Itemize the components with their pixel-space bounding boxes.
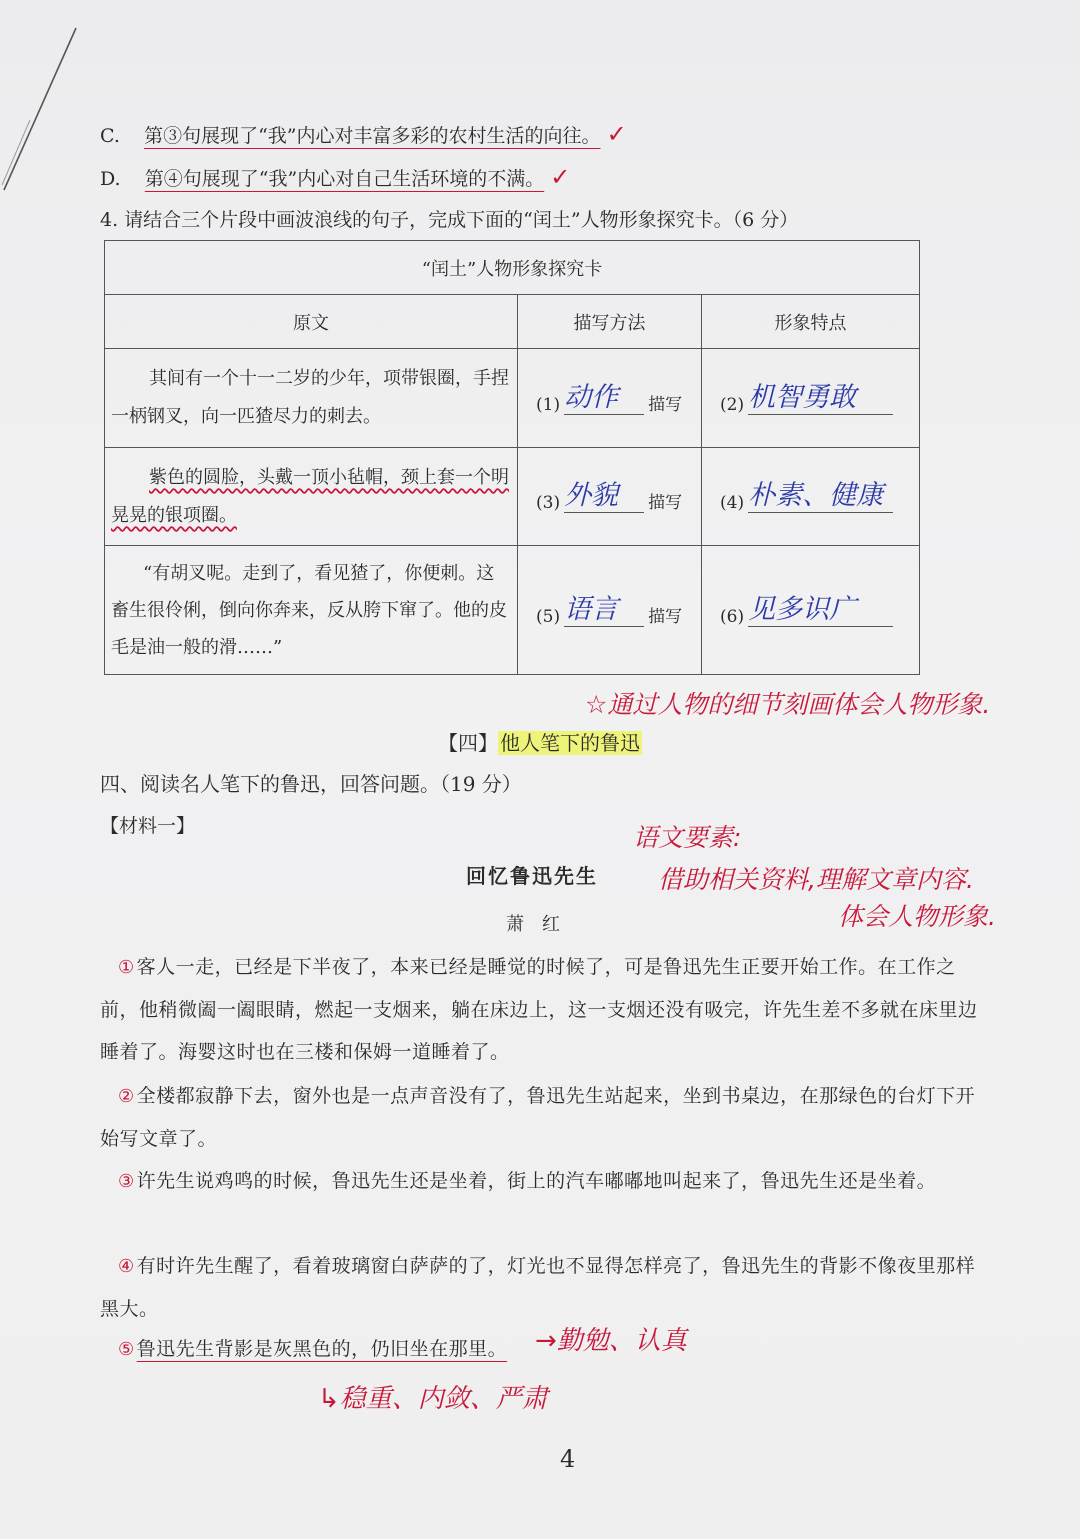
paragraph-number: ① (118, 957, 135, 978)
paragraph-number: ⑤ (118, 1339, 135, 1360)
original-text: “有胡叉呢。走到了，看见猹了，你便刺。这畜生很伶俐，倒向你奔来，反从胯下窜了。他的皮毛是油一般的滑……” (111, 562, 507, 658)
blank-number: (2) (720, 394, 745, 415)
option-c-letter: C. (100, 125, 120, 147)
blank-number: (4) (720, 493, 745, 513)
character-card-table (104, 240, 920, 675)
paragraph-text: 有时许先生醒了，看着玻璃窗白萨萨的了，灯光也不显得怎样亮了，鲁迅先生的背影不像夜里那样黑大。 (100, 1255, 976, 1320)
paragraph-text: 全楼都寂静下去，窗外也是一点声音没有了，鲁迅先生站起来，坐到书桌边，在那绿色的台灯下开始写文章了。 (100, 1085, 976, 1150)
paper-crease-line (0, 10, 80, 200)
option-d-text: 第④句展现了“我”内心对自己生活环境的不满。 (144, 168, 545, 190)
article-author: 萧 红 (506, 914, 560, 935)
paragraph-text: 鲁迅先生背影是灰黑色的，仍旧坐在那里。 (136, 1338, 508, 1360)
handwritten-answer: 动作 (564, 382, 644, 415)
original-text-cell (105, 546, 518, 675)
material-1-label: 【材料一】 (100, 815, 196, 837)
header-method: 描写方法 (518, 295, 702, 349)
section-4-question: 四、阅读名人笔下的鲁迅，回答问题。（19 分） (100, 772, 522, 796)
paragraph-text: 客人一走，已经是下半夜了，本来已经是睡觉的时候了，可是鲁迅先生正要开始工作。在工作之前，他稍微阖一阖眼睛，燃起一支烟来，躺在床边上，这一支烟还没有吸完，许先生差不多就在床里边睡着了。海婴这时也在三楼和保姆一道睡着了。 (100, 956, 978, 1063)
option-d (100, 163, 570, 191)
original-text-cell (105, 349, 518, 448)
method-suffix: 描写 (648, 394, 683, 415)
red-note-elements-3: 体会人物形象. (838, 902, 996, 931)
option-c-text: 第③句展现了“我”内心对丰富多彩的农村生活的向往。 (144, 125, 601, 147)
trait-cell (702, 546, 920, 675)
paragraph-2 (100, 1075, 980, 1160)
card-title: “闰土”人物形象探究卡 (105, 241, 920, 295)
article-title: 回忆鲁迅先生 (466, 864, 598, 888)
section-4-title (438, 727, 642, 756)
question-4: 4. 请结合三个片段中画波浪线的句子，完成下面的“闰土”人物形象探究卡。（6 分） (100, 209, 799, 231)
original-text-cell (105, 448, 518, 546)
option-c (100, 120, 627, 148)
paragraph-4 (100, 1245, 980, 1330)
trait-cell (702, 349, 920, 448)
check-mark-icon: ✓ (550, 163, 571, 191)
blank-number: (6) (720, 606, 745, 627)
header-trait: 形象特点 (702, 295, 920, 349)
paragraph-number: ④ (118, 1256, 135, 1277)
handwritten-answer: 机智勇敢 (748, 382, 893, 415)
option-d-letter: D. (100, 168, 121, 190)
method-cell (518, 349, 702, 448)
handwritten-answer: 朴素、健康 (748, 480, 893, 513)
trait-cell (702, 448, 920, 546)
handwritten-answer: 语言 (564, 594, 644, 627)
section-4-title-text: 他人笔下的鲁迅 (500, 731, 640, 755)
red-note-elements-1: 语文要素: (633, 823, 742, 852)
red-note-elements-2: 借助相关资料,理解文章内容. (658, 865, 974, 894)
paragraph-1 (100, 946, 980, 1073)
handwritten-answer: 见多识广 (748, 594, 893, 627)
paragraph-number: ③ (118, 1171, 135, 1192)
original-text: 其间有一个十一二岁的少年，项带银圈，手捏一柄钢叉，向一匹猹尽力的刺去。 (111, 368, 509, 427)
method-suffix: 描写 (648, 493, 683, 513)
blank-number: (5) (536, 606, 561, 627)
paragraph-text: 许先生说鸡鸣的时候，鲁迅先生还是坐着，街上的汽车嘟嘟地叫起来了，鲁迅先生还是坐着。 (136, 1170, 937, 1192)
check-mark-icon: ✓ (606, 120, 627, 148)
method-cell (518, 546, 702, 675)
method-cell (518, 448, 702, 546)
red-note-diligent: →勤勉、认真 (535, 1326, 687, 1356)
handwritten-answer: 外貌 (564, 480, 644, 513)
method-suffix: 描写 (648, 606, 683, 627)
original-text: 紫色的圆脸，头戴一顶小毡帽，颈上套一个明晃晃的银项圈。 (111, 466, 509, 526)
red-note-steady: ↳稳重、内敛、严肃 (318, 1384, 548, 1414)
section-4-bracket: 【四】 (438, 731, 498, 755)
paragraph-5 (100, 1328, 560, 1371)
page-number: 4 (560, 1445, 576, 1473)
header-original: 原文 (105, 295, 518, 349)
paragraph-number: ② (118, 1086, 135, 1107)
red-note-detail: ☆通过人物的细节刻画体会人物形象. (585, 690, 991, 719)
paragraph-3 (100, 1160, 980, 1203)
blank-number: (1) (536, 394, 561, 415)
blank-number: (3) (536, 493, 561, 513)
